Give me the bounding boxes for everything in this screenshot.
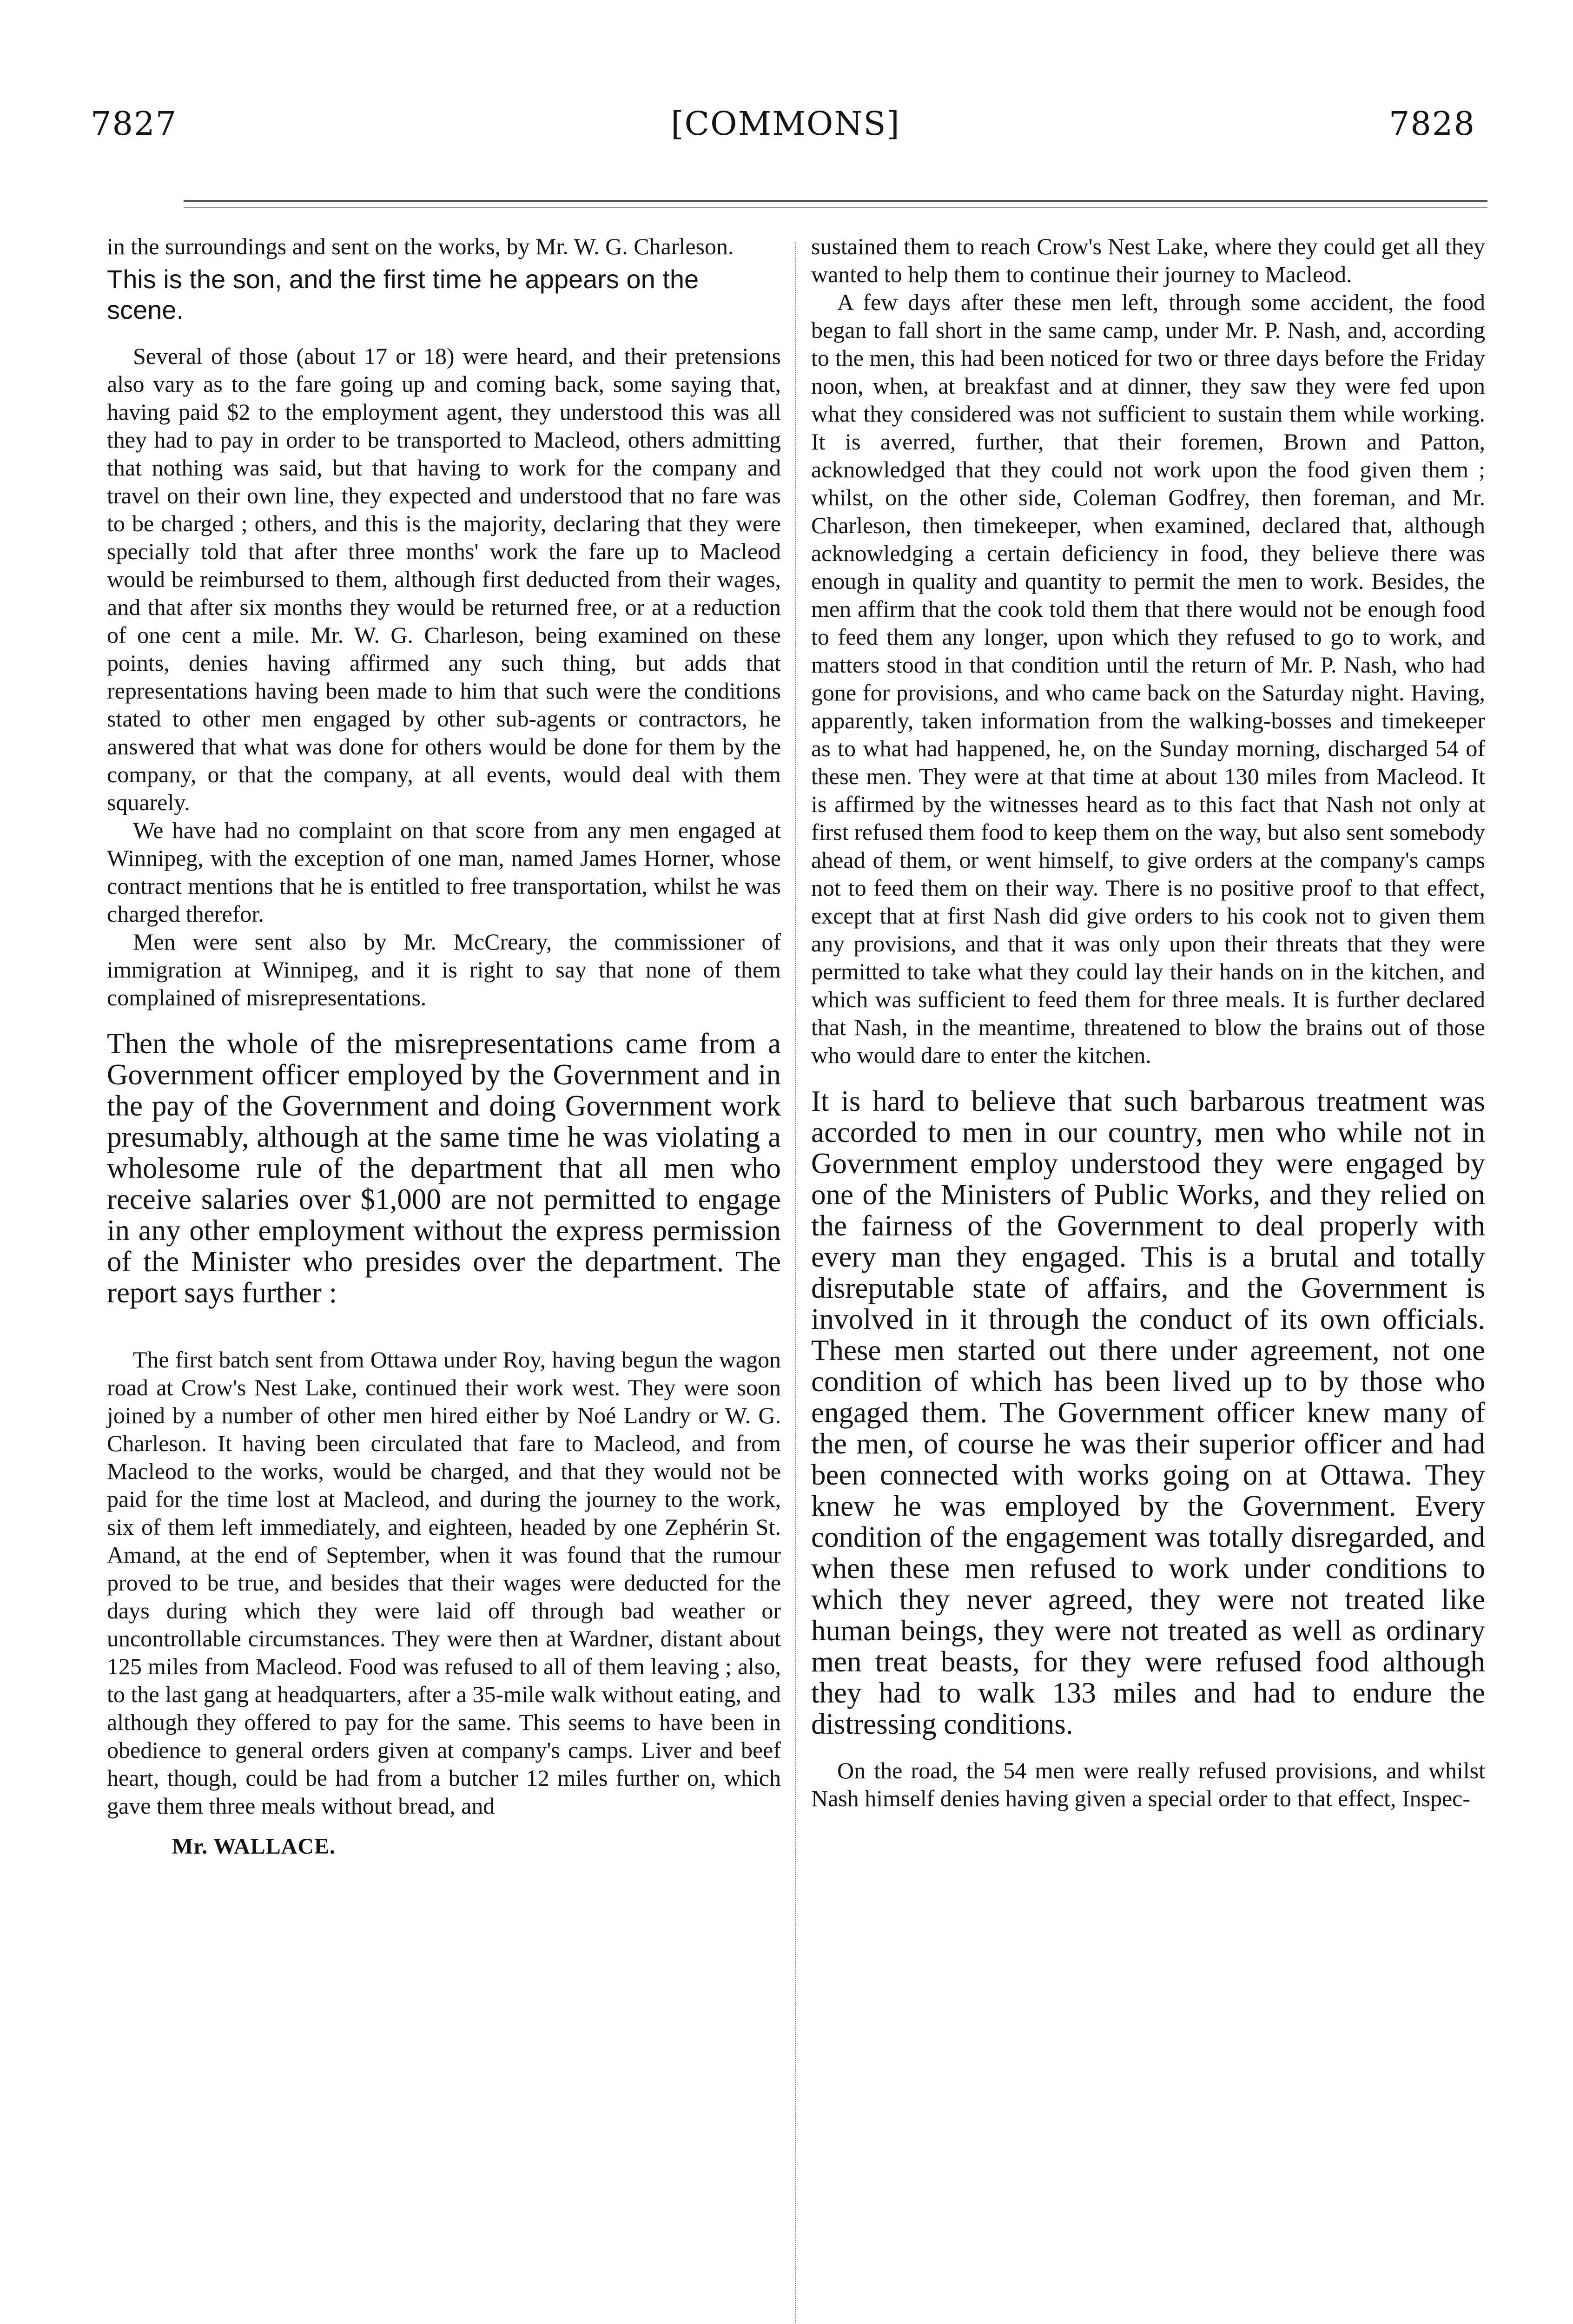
column-divider	[795, 242, 796, 2324]
speaker-label: Mr. WALLACE.	[172, 1834, 336, 1859]
right-paragraph-4: On the road, the 54 men were really refused provisions, and whilst Nash himself denies having given a special order to that effect, Inspec-	[811, 1757, 1485, 1811]
page-number-left: 7827	[91, 105, 178, 143]
right-paragraph-3: It is hard to believe that such barbarous treatment was accorded to men in our country, men who while not in Government employ understood they were engaged by one of the Ministers of Public Works, and they relied on the fairness of the Government to deal properly with every man they engaged. This is a brutal and totally disreputable state of affairs, and the Government is involved in it through the conduct of its own officials. These men started out there under agreement, not one condition of which has been lived up to by those who engaged them. The Government officer knew many of the men, of course he was their superior officer and had been connected with works going on at Ottawa. They knew he was employed by the Government. Every condition of the engagement was totally disregarded, and when these men refused to work under conditions to which they never agreed, they were not treated like human beings, they were not treated as well as ordinary men treat beasts, for they were refused food although they had to walk 133 miles and had to endure the distressing conditions.	[811, 1085, 1485, 1740]
left-paragraph-1: in the surroundings and sent on the works, by Mr. W. G. Charleson.	[107, 233, 734, 259]
right-paragraph-1: sustained them to reach Crow's Nest Lake, where they could get all they wanted to help them to continue their journey to Macleod.	[811, 233, 1485, 287]
left-paragraph-5: Men were sent also by Mr. McCreary, the commissioner of immigration at Winnipeg, and it is right to say that none of them complained of misrepresentations.	[107, 929, 781, 1010]
right-column	[811, 232, 1485, 1812]
header-rule-secondary	[184, 207, 1487, 208]
left-paragraph-2: This is the son, and the first time he appears on the scene.	[107, 264, 699, 324]
left-paragraph-6: Then the whole of the misrepresentations came from a Government officer employed by the Government and in the pay of the Government and doing Government work presumably, although at the same time he was violating a wholesome rule of the department that all men who receive salaries over $1,000 are not permitted to engage in any other employment without the express permission of the Minister who presides over the department. The report says further :	[107, 1027, 781, 1309]
left-paragraph-3: Several of those (about 17 or 18) were heard, and their pretensions also vary as to the fare going up and coming back, some saying that, having paid $2 to the employment agent, they understood this was all they had to pay in order to be transported to Macleod, others admitting that nothing was said, but that having to work for the company and travel on their own line, they expected and understood that no fare was to be charged ; others, and this is the majority, declaring that they were specially told that after three months' work the fare up to Macleod would be reimbursed to them, although first deducted from their wages, and that after six months they would be returned free, or at a reduction of one cent a mile. Mr. W. G. Charleson, being examined on these points, denies having affirmed any such thing, but adds that representations having been made to him that such were the conditions stated to other men engaged by other sub-agents or contractors, he answered that what was done for others would be done for them by the company, or that the company, at all events, would deal with them squarely.	[107, 343, 781, 815]
left-column	[107, 232, 781, 1859]
page-number-right: 7828	[1388, 105, 1475, 143]
right-paragraph-2: A few days after these men left, through some accident, the food began to fall short in the same camp, under Mr. P. Nash, and, according to the men, this had been noticed for two or three days before the Friday noon, when, at breakfast and at dinner, they saw they were fed upon what they considered was not sufficient to sustain them while working. It is averred, further, that their foremen, Brown and Patton, acknowledged that they could not work upon the food given them ; whilst, on the other side, Coleman Godfrey, then foreman, and Mr. Charleson, then timekeeper, when examined, declared that, although acknowledging a certain deficiency in food, they believe there was enough in quality and quantity to permit the men to work. Besides, the men affirm that the cook told them that there would not be enough food to feed them any longer, upon which they refused to go to work, and matters stood in that condition until the return of Mr. P. Nash, who had gone for provisions, and who came back on the Saturday night. Having, apparently, taken information from the walking-bosses and timekeeper as to what had happened, he, on the Sunday morning, discharged 54 of these men. They were at that time at about 130 miles from Macleod. It is affirmed by the witnesses heard as to this fact that Nash not only at first refused them food to keep them on the way, but also sent somebody ahead of them, or went himself, to give orders at the company's camps not to feed them on their way. There is no positive proof to that effect, except that at first Nash did give orders to his cook not to given them any provisions, and that it was only upon their threats that they were permitted to take what they could lay their hands on in the kitchen, and which was sufficient to feed them for three meals. It is further declared that Nash, in the meantime, threatened to blow the brains out of those who would dare to enter the kitchen.	[811, 289, 1485, 1068]
header-rule	[184, 200, 1487, 202]
left-paragraph-4: We have had no complaint on that score from any men engaged at Winnipeg, with the exception of one man, named James Horner, whose contract mentions that he is entitled to free transportation, whilst he was charged therefor.	[107, 817, 781, 927]
left-paragraph-7: The first batch sent from Ottawa under Roy, having begun the wagon road at Crow's Nest Lake, continued their work west. They were soon joined by a number of other men hired either by Noé Landry or W. G. Charleson. It having been circulated that fare to Macleod, and from Macleod to the works, would be charged, and that they would not be paid for the time lost at Macleod, and during the journey to the work, six of them left immediately, and eighteen, headed by one Zephérin St. Amand, at the end of September, when it was found that the rumour proved to be true, and besides that their wages were deducted for the days during which they were laid off through bad weather or uncontrollable circumstances. They were then at Wardner, distant about 125 miles from Macleod. Food was refused to all of them leaving ; also, to the last gang at headquarters, after a 35-mile walk without eating, and although they offered to pay for the same. This seems to have been in obedience to general orders given at company's camps. Liver and beef heart, though, could be had from a butcher 12 miles further on, which gave them three meals without bread, and	[107, 1347, 781, 1819]
running-header: [COMMONS]	[671, 105, 900, 143]
